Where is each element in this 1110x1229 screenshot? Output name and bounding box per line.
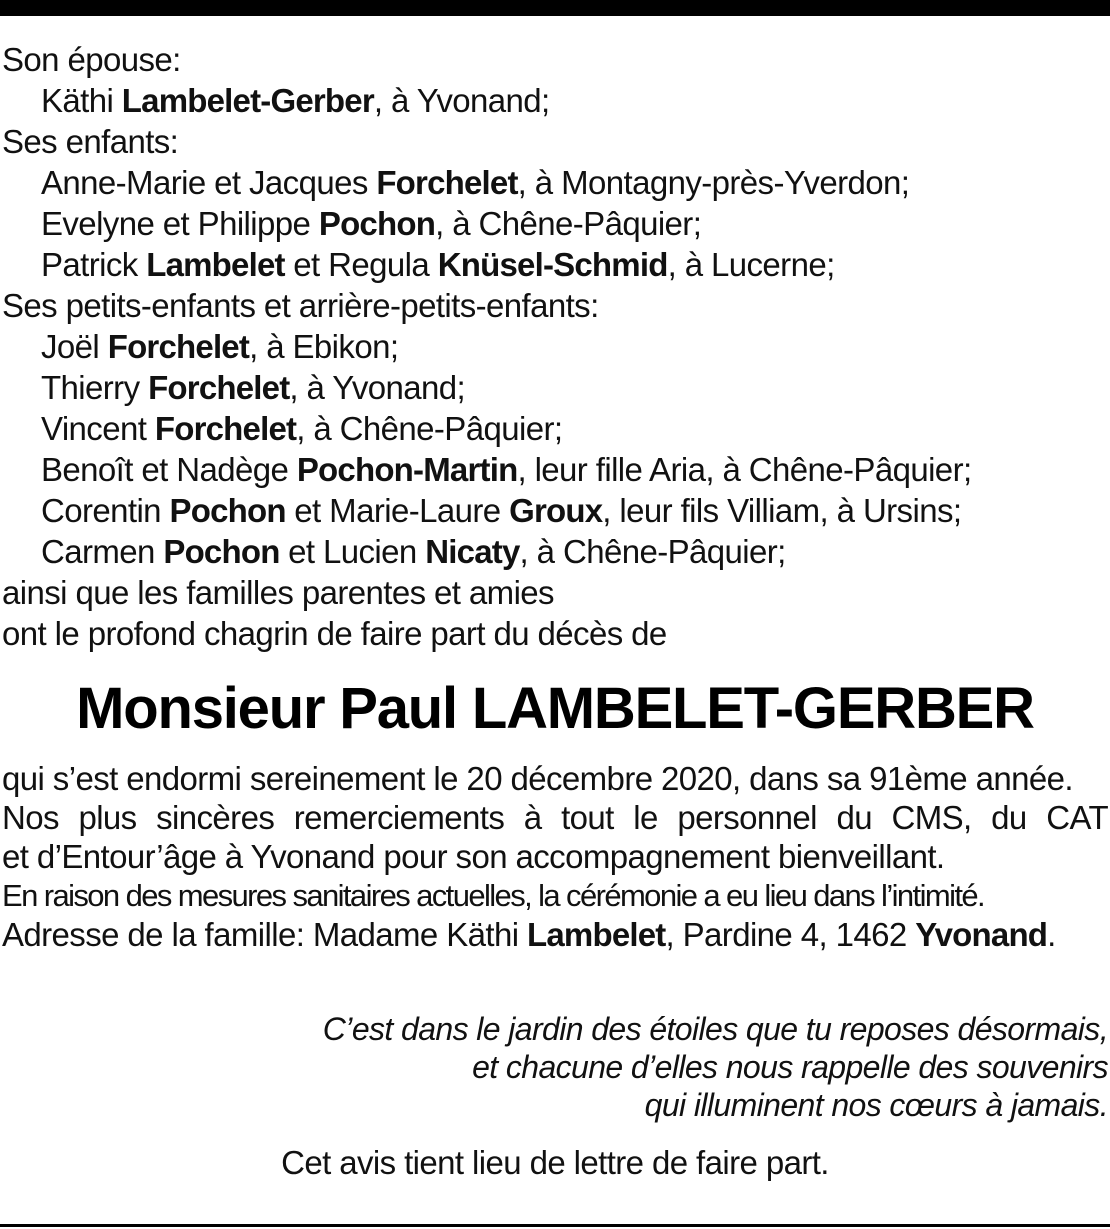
first-names: Patrick [41, 246, 138, 283]
first-names: Joël [41, 328, 100, 365]
children-heading: Ses enfants: [2, 123, 179, 160]
partner-names: et Regula [293, 246, 430, 283]
grandchild-line [2, 449, 1108, 490]
poem-line: et chacune d’elles nous rappelle des souvenirs [472, 1049, 1108, 1085]
surname: Forchelet [107, 328, 250, 365]
relatives-line: ainsi que les familles parentes et amies [2, 574, 554, 611]
spouse-heading: Son épouse: [2, 41, 181, 78]
place: , à Yvonand; [289, 369, 466, 406]
spouse-line [2, 80, 1108, 121]
child-line [2, 203, 1108, 244]
ceremony-line: En raison des mesures sanitaires actuelles, la cérémonie a eu lieu dans l’intimité. [2, 878, 985, 913]
poem-line: qui illuminent nos cœurs à jamais. [644, 1087, 1108, 1123]
address-street: , Pardine 4, 1462 [665, 916, 907, 953]
place: , à Montagny-près-Yverdon; [517, 164, 910, 201]
surname: Pochon [318, 205, 436, 242]
poem-line: C’est dans le jardin des étoiles que tu reposes désormais, [322, 1011, 1108, 1047]
surname: Lambelet [146, 246, 285, 283]
surname: Pochon-Martin [296, 451, 518, 488]
grandchild-line [2, 490, 1108, 531]
first-names: Käthi [41, 82, 114, 119]
first-names: Evelyne et Philippe [41, 205, 311, 242]
grandchild-line [2, 367, 1108, 408]
partner-surname: Nicaty [425, 533, 520, 570]
thanks-line-continued: et d’Entour’âge à Yvonand pour son accompagnement bienveillant. [2, 838, 945, 875]
first-names: Vincent [41, 410, 147, 447]
surname: Forchelet [376, 164, 518, 201]
address-surname: Lambelet [527, 916, 666, 953]
first-names: Anne-Marie et Jacques [41, 164, 368, 201]
place: , leur fils Villiam, à Ursins; [602, 492, 962, 529]
top-rule [0, 0, 1110, 16]
address-prefix: Adresse de la famille: Madame Käthi [2, 916, 519, 953]
surname: Forchelet [154, 410, 297, 447]
partner-names: et Marie-Laure [294, 492, 501, 529]
address-end: . [1047, 916, 1056, 953]
death-line: qui s’est endormi sereinement le 20 décembre 2020, dans sa 91ème année. [2, 760, 1073, 797]
announcement-body [2, 759, 1108, 954]
surname: Lambelet-Gerber [121, 82, 374, 119]
first-names: Thierry [41, 369, 140, 406]
grandchildren-heading: Ses petits-enfants et arrière-petits-enfants: [2, 287, 599, 324]
place: , leur fille Aria, à Chêne-Pâquier; [517, 451, 972, 488]
surname: Pochon [163, 533, 280, 570]
announcement-line: ont le profond chagrin de faire part du décès de [2, 615, 667, 652]
child-line [2, 162, 1108, 203]
poem [323, 1010, 1108, 1124]
address-town: Yvonand [915, 916, 1048, 953]
first-names: Carmen [41, 533, 155, 570]
place: , à Chêne-Pâquier; [435, 205, 702, 242]
first-names: Benoît et Nadège [41, 451, 289, 488]
place: , à Lucerne; [667, 246, 835, 283]
partner-surname: Groux [509, 492, 603, 529]
family-list [2, 39, 1108, 654]
surname: Pochon [169, 492, 286, 529]
grandchild-line [2, 531, 1108, 572]
closing-note: Cet avis tient lieu de lettre de faire part. [281, 1144, 829, 1181]
grandchild-line [2, 326, 1108, 367]
thanks-line: Nos plus sincères remerciements à tout le personnel du CMS, du CAT [2, 799, 1108, 836]
first-names: Corentin [41, 492, 161, 529]
place: , à Yvonand; [373, 82, 550, 119]
place: , à Chêne-Pâquier; [296, 410, 563, 447]
partner-surname: Knüsel-Schmid [437, 246, 668, 283]
deceased-name: Monsieur Paul LAMBELET-GERBER [76, 676, 1034, 741]
place: , à Ebikon; [249, 328, 399, 365]
surname: Forchelet [148, 369, 290, 406]
grandchild-line [2, 408, 1108, 449]
child-line [2, 244, 1108, 285]
place: , à Chêne-Pâquier; [519, 533, 786, 570]
partner-names: et Lucien [288, 533, 417, 570]
family-address [2, 915, 1108, 954]
bottom-rule [0, 1224, 1110, 1227]
